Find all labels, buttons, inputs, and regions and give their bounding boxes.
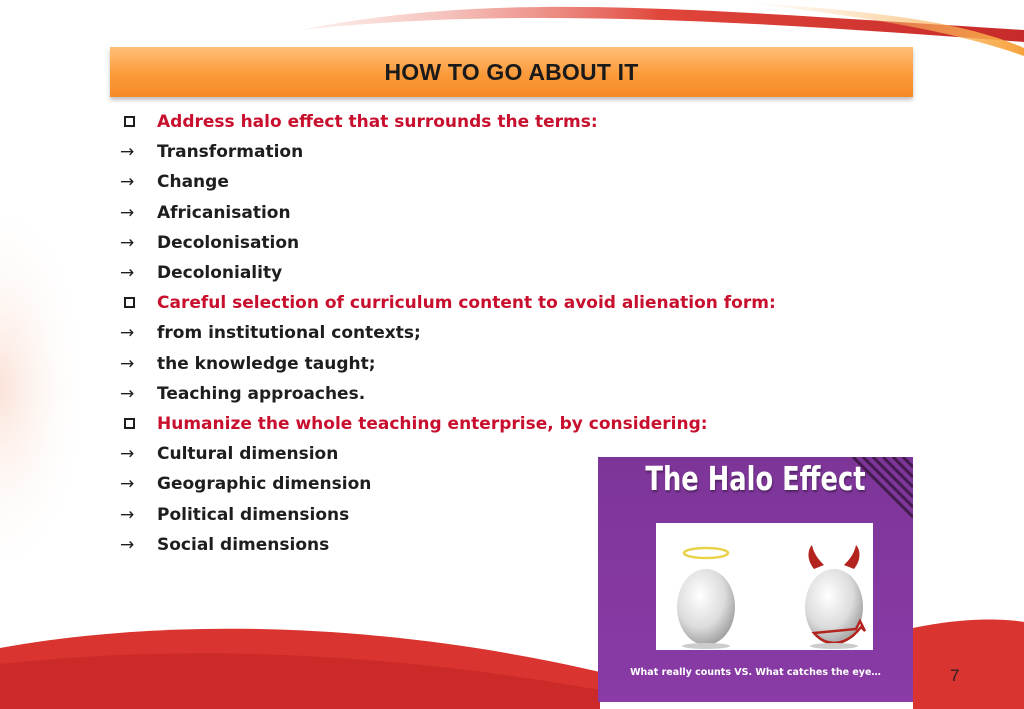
- arrow-right-icon: [120, 354, 157, 374]
- arrow-glyph: →: [120, 504, 135, 525]
- arrow-glyph: →: [120, 232, 135, 253]
- section-heading: [120, 288, 776, 318]
- slide-title: HOW TO GO ABOUT IT: [384, 58, 639, 85]
- list-item: [120, 318, 776, 348]
- list-item-text: Political dimensions: [157, 504, 350, 525]
- arrow-right-icon: [120, 474, 157, 494]
- list-item-text: Decolonisation: [157, 232, 300, 253]
- checkbox-bullet-icon: [120, 293, 157, 313]
- section-heading: [120, 107, 776, 137]
- arrow-right-icon: [120, 384, 157, 404]
- arrow-glyph: →: [120, 263, 135, 284]
- arrow-glyph: →: [120, 383, 135, 404]
- list-item: [120, 137, 776, 167]
- arrow-glyph: →: [120, 202, 135, 223]
- arrow-glyph: →: [120, 353, 135, 374]
- list-item: [120, 198, 776, 228]
- list-item-text: Geographic dimension: [157, 474, 372, 495]
- list-item-text: Address halo effect that surrounds the terms:: [157, 112, 598, 133]
- checkbox-bullet-icon: [120, 414, 157, 434]
- arrow-glyph: →: [120, 534, 135, 555]
- arrow-right-icon: [120, 505, 157, 525]
- list-item-text: Transformation: [157, 142, 304, 163]
- list-item: [120, 258, 776, 288]
- checkbox-bullet-icon: [120, 112, 157, 132]
- arrow-glyph: →: [120, 323, 135, 344]
- page-number: 7: [950, 666, 960, 685]
- arrow-right-icon: [120, 203, 157, 223]
- arrow-right-icon: [120, 142, 157, 162]
- list-item: [120, 349, 776, 379]
- arrow-glyph: →: [120, 142, 135, 163]
- list-item-text: Careful selection of curriculum content to avoid alienation form:: [157, 293, 776, 314]
- list-item-text: Humanize the whole teaching enterprise, by considering:: [157, 413, 708, 434]
- list-item-text: Decoloniality: [157, 263, 283, 284]
- list-item-text: Social dimensions: [157, 534, 330, 555]
- halo-effect-image: [598, 457, 913, 702]
- arrow-right-icon: [120, 172, 157, 192]
- egg-with-devil-horns-icon: [805, 545, 865, 649]
- list-item: [120, 167, 776, 197]
- list-item-text: from institutional contexts;: [157, 323, 421, 344]
- arrow-right-icon: [120, 444, 157, 464]
- arrow-right-icon: [120, 233, 157, 253]
- checkbox-square-icon: [124, 297, 135, 308]
- halo-image-title: The Halo Effect: [645, 459, 866, 498]
- list-item-text: Teaching approaches.: [157, 383, 366, 404]
- checkbox-square-icon: [124, 116, 135, 127]
- eggs-illustration: [656, 523, 873, 653]
- arrow-right-icon: [120, 263, 157, 283]
- arrow-glyph: →: [120, 444, 135, 465]
- bottom-right-red-wave: [913, 620, 1024, 709]
- section-heading: [120, 409, 776, 439]
- list-item-text: Africanisation: [157, 202, 291, 223]
- list-item-text: Cultural dimension: [157, 444, 339, 465]
- arrow-right-icon: [120, 535, 157, 555]
- halo-image-caption: What really counts VS. What catches the eye…: [630, 667, 881, 678]
- arrow-glyph: →: [120, 172, 135, 193]
- list-item: [120, 228, 776, 258]
- list-item: [120, 379, 776, 409]
- list-item-text: Change: [157, 172, 229, 193]
- egg-with-halo-icon: [677, 548, 735, 649]
- arrow-right-icon: [120, 323, 157, 343]
- checkbox-square-icon: [124, 418, 135, 429]
- list-item-text: the knowledge taught;: [157, 353, 376, 374]
- title-banner: [110, 47, 913, 97]
- arrow-glyph: →: [120, 474, 135, 495]
